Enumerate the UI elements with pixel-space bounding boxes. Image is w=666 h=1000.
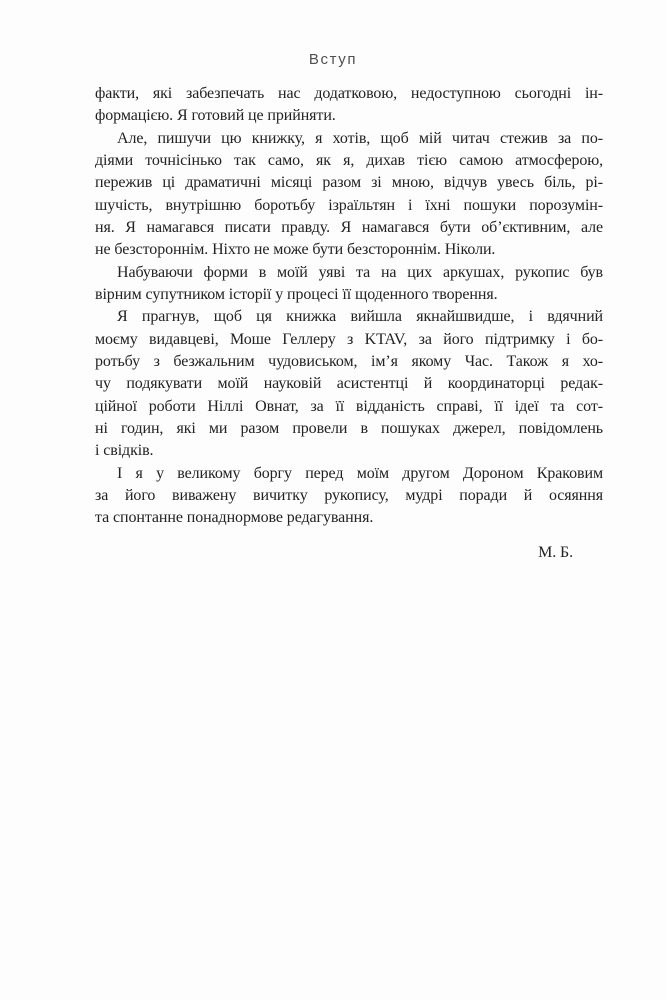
text-line: Я прагнув, щоб ця книжка вийшла якнайшвидше, і вдячний (117, 308, 603, 326)
text-line: факти, які забезпечать нас додатковою, недоступною сьогодні ін- (95, 85, 603, 102)
text-line: ротьбу з безжальним чудовиськом, ім’я якому Час. Також я хо- (95, 352, 603, 370)
text-line: і свідків. (95, 442, 154, 460)
text-line: Але, пишучи цю книжку, я хотів, щоб мій читач стежив за по- (117, 129, 603, 147)
text-line: моєму видавцеві, Моше Геллеру з KTAV, за його підтримку і бо- (95, 330, 603, 348)
text-line: не безстороннім. Ніхто не може бути безстороннім. Ніколи. (95, 241, 496, 259)
paragraph (95, 83, 603, 128)
text-line: вірним супутником історії у процесі її щоденного творення. (95, 285, 498, 303)
text-line: ня. Я намагався писати правду. Я намагався бути об’єктивним, але (95, 218, 603, 236)
text-line: Набуваючи форми в моїй уяві та на цих аркушах, рукопис був (117, 263, 603, 281)
text-line: чу подякувати моїй науковій асистентці й координаторці редак- (95, 375, 603, 393)
text-line: пережив ці драматичні місяці разом зі мною, відчув увесь біль, рі- (95, 174, 603, 192)
text-line: шучість, внутрішню боротьбу ізраїльтян і їхні пошуки порозумін- (95, 196, 603, 214)
text-line: та спонтанне понаднормове редагування. (95, 509, 374, 527)
paragraph (95, 128, 603, 262)
text-line: ні годин, які ми разом провели в пошуках джерел, повідомлень (95, 419, 603, 437)
running-header: Вступ (308, 51, 358, 68)
author-initials: М. Б. (538, 543, 573, 561)
paragraph (95, 463, 603, 530)
body-text (95, 83, 603, 564)
text-line: за його виважену вичитку рукопису, мудрі поради й осяяння (95, 486, 603, 504)
paragraph (95, 262, 603, 307)
paragraph (95, 306, 603, 462)
text-line: діями точнісінько так само, як я, дихав тією самою атмосферою, (95, 151, 603, 169)
text-line: формацією. Я готовий це прийняти. (95, 107, 336, 125)
text-line: І я у великому боргу перед моїм другом Дороном Краковим (117, 464, 603, 482)
text-line: ційної роботи Ніллі Овнат, за її відданість справі, її ідеї та сот- (95, 397, 603, 415)
